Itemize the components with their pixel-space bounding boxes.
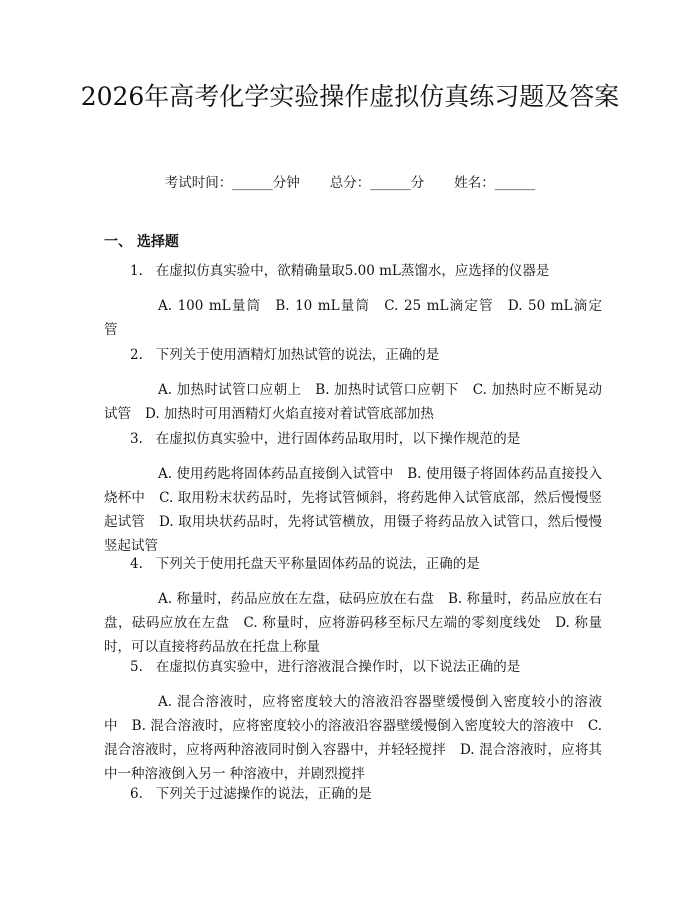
option: B. 混合溶液时，应将密度较小的溶液沿容器壁缓慢倒入密度较大的溶液中 xyxy=(131,718,574,734)
option: B. 10 mL量筒 xyxy=(275,298,371,314)
question-4 xyxy=(104,552,602,659)
question-options xyxy=(104,690,602,786)
option: B. 称量时，药品应放在右盘，砝码应放在左盘 xyxy=(104,591,602,631)
question-6 xyxy=(104,782,602,806)
question-options xyxy=(104,294,602,342)
question-3 xyxy=(104,427,602,558)
option: B. 使用镊子将固体药品直接投入烧杯中 xyxy=(104,466,602,506)
question-options xyxy=(104,462,602,558)
question-options xyxy=(104,587,602,659)
question-stem: 3. 在虚拟仿真实验中，进行固体药品取用时，以下操作规范的是 xyxy=(130,431,521,447)
option: C. 称量时，应将游码移至标尺左端的零刻度线处 xyxy=(243,615,542,631)
exam-info-line xyxy=(0,171,700,191)
option: B. 加热时试管口应朝下 xyxy=(315,382,459,398)
option: D. 混合溶液时，应将其中一种溶液倒入另一 种溶液中，并剧烈搅拌 xyxy=(104,742,602,782)
question-5 xyxy=(104,655,602,786)
page-title: 2026年高考化学实验操作虚拟仿真练习题及答案 xyxy=(80,82,620,111)
option: A. 100 mL量筒 xyxy=(158,298,262,314)
option: A. 混合溶液时，应将密度较大的溶液沿容器壁缓慢倒入密度较小的溶液中 xyxy=(104,694,602,734)
option: C. 混合溶液时，应将两种溶液同时倒入容器中，并轻轻搅拌 xyxy=(104,718,602,758)
student-name-field: 姓名：______ xyxy=(454,175,536,191)
option: D. 50 mL滴定管 xyxy=(104,298,602,338)
option: D. 称量时，可以直接将药品放在托盘上称量 xyxy=(104,615,602,655)
question-options xyxy=(104,378,602,426)
option: D. 加热时可用酒精灯火焰直接对着试管底部加热 xyxy=(145,406,434,422)
option: A. 使用药匙将固体药品直接倒入试管中 xyxy=(158,466,394,482)
exam-time-field: 考试时间：______分钟 xyxy=(164,175,300,191)
total-score-field: 总分：______分 xyxy=(329,175,425,191)
section-heading: 一、 选择题 xyxy=(104,234,179,250)
question-stem: 4. 下列关于使用托盘天平称量固体药品的说法，正确的是 xyxy=(130,556,480,572)
option: A. 称量时，药品应放在左盘，砝码应放在右盘 xyxy=(158,591,434,607)
option: C. 加热时应不断晃动试管 xyxy=(104,382,602,422)
option: C. 25 mL滴定管 xyxy=(384,298,494,314)
question-stem: 6. 下列关于过滤操作的说法，正确的是 xyxy=(130,786,372,802)
option: D. 取用块状药品时，先将试管横放，用镊子将药品放入试管口，然后慢慢竖起试管 xyxy=(104,514,602,554)
question-1 xyxy=(104,259,602,342)
question-stem: 1. 在虚拟仿真实验中，欲精确量取5.00 mL蒸馏水，应选择的仪器是 xyxy=(130,263,550,279)
question-stem: 2. 下列关于使用酒精灯加热试管的说法，正确的是 xyxy=(130,347,440,363)
question-stem: 5. 在虚拟仿真实验中，进行溶液混合操作时，以下说法正确的是 xyxy=(130,659,521,675)
option: C. 取用粉末状药品时，先将试管倾斜，将药匙伸入试管底部，然后慢慢竖起试管 xyxy=(104,490,603,530)
option: A. 加热时试管口应朝上 xyxy=(158,382,302,398)
question-2 xyxy=(104,343,602,426)
